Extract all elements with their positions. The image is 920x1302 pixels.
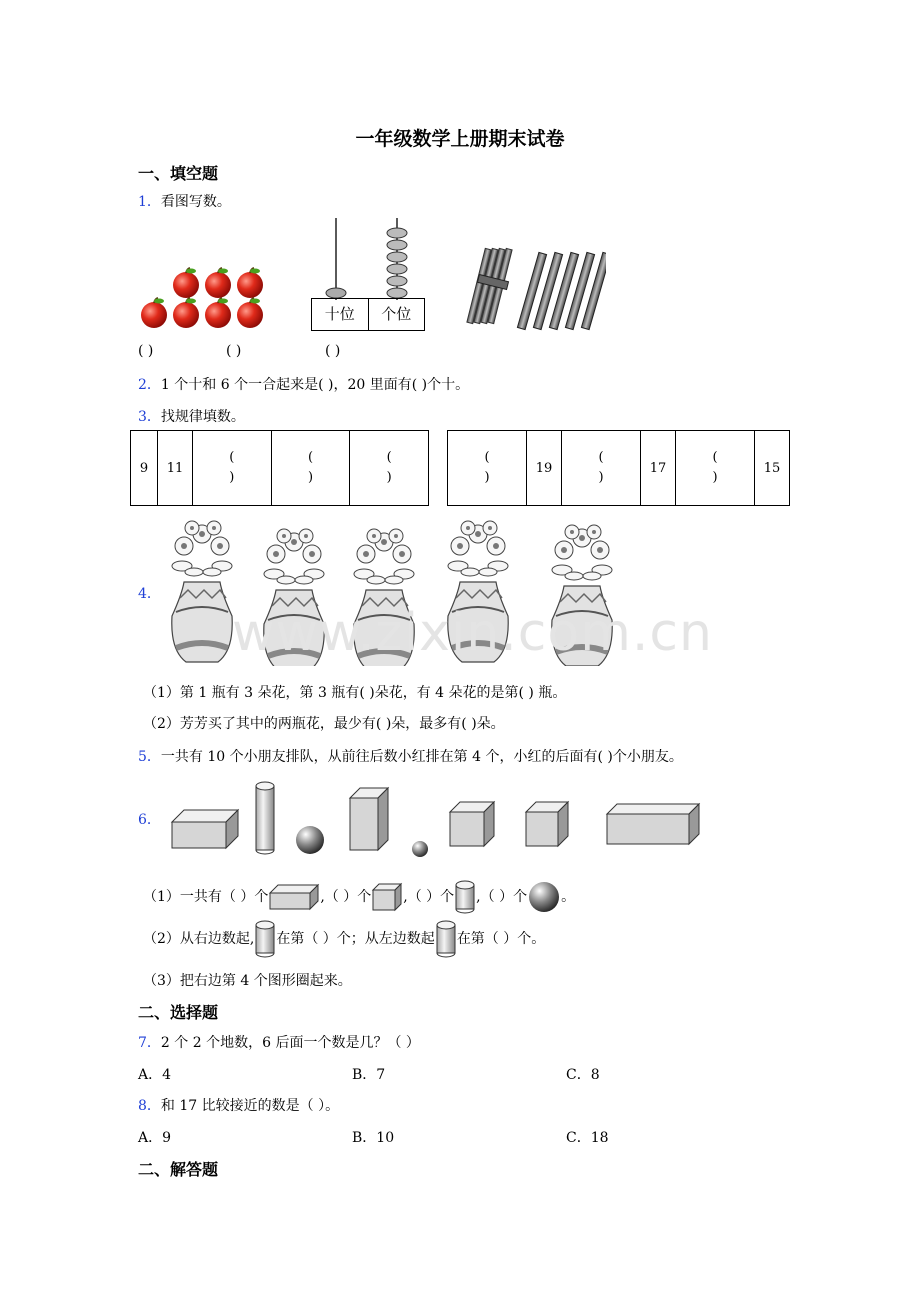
q7-option-a[interactable]: A．4 <box>138 1067 172 1083</box>
watermark: www.zixin.com.cn <box>232 603 713 663</box>
question-text: 看图写数。 <box>160 194 231 210</box>
paren-close: ) <box>598 470 604 485</box>
paren-open: ( <box>307 450 314 465</box>
paren-open: ( <box>484 450 490 465</box>
question-text: 和 17 比较接近的数是（ ）。 <box>160 1098 340 1114</box>
paren-close: ) <box>386 470 392 485</box>
question-text: 2 个 2 个地数，6 后面一个数是几？（ ） <box>160 1035 420 1051</box>
sequence-cell: 15 <box>755 431 790 506</box>
paren-close: ) <box>229 470 235 485</box>
paren-close: ) <box>307 470 314 485</box>
paren-close: ) <box>712 470 718 485</box>
q6-part2-text-b: 在第（ ）个；从左边数起 <box>276 931 435 947</box>
sequence-blank-cell[interactable] <box>562 431 641 506</box>
cylinder-icon <box>435 920 457 958</box>
question-6-part-1 <box>143 880 575 910</box>
section-heading-fill-blank: 一、填空题 <box>138 164 219 183</box>
q6-part1-text-b: ,（ ）个 <box>320 889 372 905</box>
sequence-table-right <box>447 430 790 506</box>
question-text: 找规律填数。 <box>160 409 245 425</box>
section-heading-multiple-choice: 二、选择题 <box>138 1003 219 1022</box>
sequence-blank-cell[interactable] <box>271 431 350 506</box>
q7-option-b[interactable]: B．7 <box>352 1067 386 1083</box>
paren-open: ( <box>598 450 604 465</box>
ones-label: 个位 <box>368 299 425 330</box>
question-1 <box>138 191 231 211</box>
sticks-bundle-image <box>466 244 606 332</box>
abacus-image <box>311 216 423 300</box>
paren-open: ( <box>386 450 392 465</box>
sequence-cell: 11 <box>158 431 193 506</box>
paren-close: ) <box>484 470 490 485</box>
question-number: 5． <box>138 749 161 765</box>
question-number: 2． <box>138 377 161 393</box>
question-number: 1． <box>138 194 161 210</box>
question-7 <box>138 1032 420 1052</box>
cuboid-icon <box>268 883 320 911</box>
question-3 <box>138 406 245 426</box>
q8-option-b[interactable]: B．10 <box>352 1130 395 1146</box>
q1-answer-blank-3[interactable]: ( ) <box>325 343 341 359</box>
tens-label: 十位 <box>324 305 355 323</box>
cylinder-icon <box>454 880 476 914</box>
q1-answer-blank-1[interactable]: ( ) <box>138 343 154 359</box>
question-8 <box>138 1095 339 1115</box>
question-number: 8． <box>138 1098 161 1114</box>
q6-part2-text-c: 在第（ ）个。 <box>456 931 546 947</box>
apples-image <box>138 264 268 334</box>
q8-option-c[interactable]: C．18 <box>566 1130 609 1146</box>
q6-part2-text-a: （2）从右边数起, <box>143 931 255 947</box>
q6-part1-text-a: （1）一共有（ ）个 <box>143 889 269 905</box>
question-6-part-3: （3）把右边第 4 个图形圈起来。 <box>143 973 352 989</box>
question-number: 3． <box>138 409 161 425</box>
page-title: 一年级数学上册期末试卷 <box>355 128 565 150</box>
cube-icon <box>371 882 403 912</box>
sphere-icon <box>527 880 561 914</box>
question-4-part-1: （1）第 1 瓶有 3 朵花，第 3 瓶有( )朵花，有 4 朵花的是第( ) 瓶。 <box>143 685 567 701</box>
section-heading-solve: 二、解答题 <box>138 1160 219 1179</box>
sequence-blank-cell[interactable] <box>676 431 755 506</box>
q7-option-c[interactable]: C．8 <box>566 1067 600 1083</box>
sequence-blank-cell[interactable] <box>448 431 527 506</box>
sequence-cell: 17 <box>641 431 676 506</box>
place-value-chart <box>311 298 425 331</box>
sequence-cell: 19 <box>527 431 562 506</box>
question-6-part-2 <box>143 920 545 958</box>
question-4-number: 4． <box>138 586 161 602</box>
q6-part1-text-c: ,（ ）个 <box>403 889 455 905</box>
sequence-blank-cell[interactable] <box>350 431 429 506</box>
paren-open: ( <box>712 450 718 465</box>
question-6-number: 6． <box>138 812 161 828</box>
question-2 <box>138 374 469 394</box>
q8-option-a[interactable]: A．9 <box>138 1130 172 1146</box>
q6-part1-text-d: ,（ ）个 <box>476 889 528 905</box>
question-4-part-2: （2）芳芳买了其中的两瓶花，最少有( )朵，最多有( )朵。 <box>143 716 505 732</box>
question-text: 一共有 10 个小朋友排队，从前往后数小红排在第 4 个，小红的后面有( )个小朋友。 <box>160 749 683 765</box>
shapes-row-image <box>170 776 702 860</box>
question-5 <box>138 746 683 766</box>
sequence-blank-cell[interactable] <box>193 431 272 506</box>
q1-answer-blank-2[interactable]: ( ) <box>226 343 242 359</box>
question-text: 1 个十和 6 个一合起来是( )，20 里面有( )个十。 <box>160 377 470 393</box>
sequence-table-left <box>130 430 429 506</box>
paren-open: ( <box>229 450 235 465</box>
question-number: 7． <box>138 1035 161 1051</box>
cylinder-icon <box>254 920 276 958</box>
q6-part1-text-end: 。 <box>561 889 576 905</box>
sequence-cell: 9 <box>131 431 158 506</box>
